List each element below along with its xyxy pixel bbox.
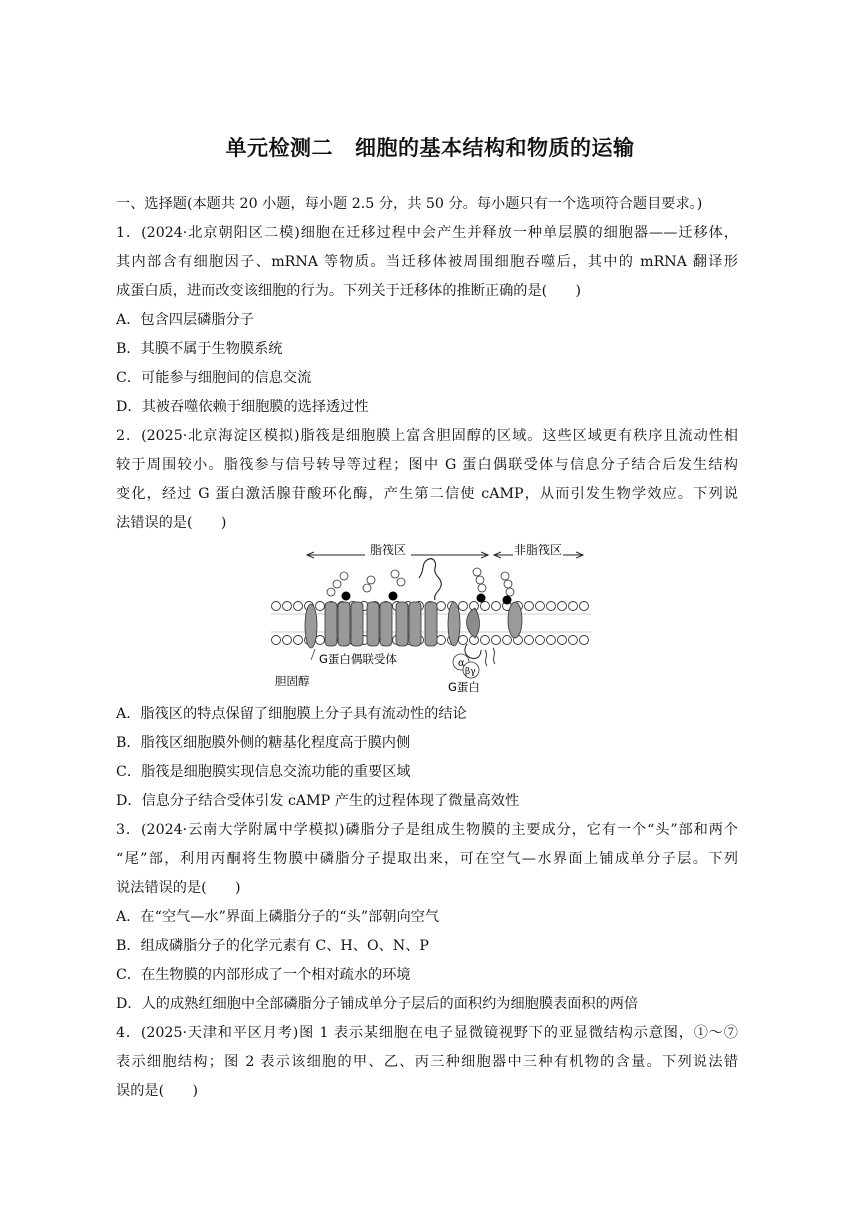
question-stem-line: 其内部含有细胞因子、mRNA 等物质。当迁移体被周围细胞吞噬后，其中的 mRNA 翻译形 <box>116 254 738 270</box>
question-stem-line: 说法错误的是( ) <box>116 880 241 896</box>
option-b: B．其膜不属于生物膜系统 <box>116 341 283 357</box>
question-stem-line: 变化，经过 G 蛋白激活腺苷酸环化酶，产生第二信使 cAMP，从而引发生物学效应。下列说 <box>116 486 738 502</box>
signal-molecule <box>419 559 441 600</box>
option-d: D．信息分子结合受体引发 cAMP 产生的过程体现了微量高效性 <box>116 793 520 809</box>
question-stem-line: 1．(2024·北京朝阳区二模)细胞在迁移过程中会产生并释放一种单层膜的细胞器——迁移体， <box>116 225 738 241</box>
glycan-chains <box>327 568 514 596</box>
question-stem-line: 较于周围较小。脂筏参与信号转导等过程；图中 G 蛋白偶联受体与信息分子结合后发生结构 <box>116 457 738 473</box>
page-title <box>0 132 860 162</box>
option-c: C．可能参与细胞间的信息交流 <box>116 370 312 386</box>
option-b: B．组成磷脂分子的化学元素有 C、H、O、N、P <box>116 938 429 954</box>
option-d: D．其被吞噬依赖于细胞膜的选择透过性 <box>116 399 369 415</box>
title-topic: 细胞的基本结构和物质的运输 <box>355 136 635 160</box>
option-a: A．脂筏区的特点保留了细胞膜上分子具有流动性的结论 <box>116 706 467 722</box>
gprotein-label: G蛋白 <box>448 680 480 694</box>
section-heading: 一、选择题(本题共 20 小题，每小题 2.5 分，共 50 分。每小题只有一个选项符合题目要求。) <box>116 196 703 212</box>
question-stem-line: “尾”部，利用丙酮将生物膜中磷脂分子提取出来，可在空气—水界面上铺成单分子层。下列 <box>116 851 738 867</box>
option-c: C．在生物膜的内部形成了一个相对疏水的环境 <box>116 967 411 983</box>
option-a: A．包含四层磷脂分子 <box>116 312 254 328</box>
option-c: C．脂筏是细胞膜实现信息交流功能的重要区域 <box>116 764 411 780</box>
question-4 <box>116 1019 738 1106</box>
gprotein-effector-lines <box>485 648 495 666</box>
question-list <box>116 190 738 1106</box>
question-stem-line: 2．(2025·北京海淀区模拟)脂筏是细胞膜上富含胆固醇的区域。这些区域更有秩序且流动性相 <box>116 428 738 444</box>
cholesterol-molecule <box>305 604 317 648</box>
gpcr-label: G蛋白偶联受体 <box>319 652 397 666</box>
raft-region-label: 脂筏区 <box>369 543 407 557</box>
question-3 <box>116 816 738 1019</box>
alpha-label: α <box>458 658 465 669</box>
cholesterol-molecule <box>448 602 460 646</box>
cholesterol-molecule <box>508 602 522 638</box>
option-b: B．脂筏区细胞膜外侧的糖基化程度高于膜内侧 <box>116 735 411 751</box>
question-stem-line: 3．(2024·云南大学附属中学模拟)磷脂分子是组成生物膜的主要成分，它有一个“头”部和两个 <box>116 822 738 838</box>
lipid-raft-figure <box>116 538 738 700</box>
title-unit: 单元检测二 <box>225 136 333 160</box>
raft-proteins <box>325 602 437 646</box>
question-stem-line: 成蛋白质，进而改变该细胞的行为。下列关于迁移体的推断正确的是( ) <box>116 283 582 299</box>
question-stem-line: 法错误的是( ) <box>116 515 227 531</box>
cholesterol-label: 胆固醇 <box>275 674 310 688</box>
membrane-diagram <box>271 538 601 698</box>
beta-gamma-label: βγ <box>465 667 476 677</box>
nonraft-region-label: 非脂筏区 <box>513 543 563 557</box>
option-d: D．人的成熟红细胞中全部磷脂分子铺成单分子层后的面积约为细胞膜表面积的两倍 <box>116 996 639 1012</box>
option-a: A．在“空气—水”界面上磷脂分子的“头”部朝向空气 <box>116 909 440 925</box>
gpcr-protein <box>467 608 480 638</box>
question-stem-line: 表示细胞结构；图 2 表示该细胞的甲、乙、丙三种细胞器中三种有机物的含量。下列说法错 <box>116 1054 738 1070</box>
question-1 <box>116 219 738 422</box>
question-2 <box>116 422 738 816</box>
question-stem-line: 误的是( ) <box>116 1083 199 1099</box>
gprotein-tail <box>465 644 481 659</box>
question-stem-line: 4．(2025·天津和平区月考)图 1 表示某细胞在电子显微镜视野下的亚显微结构示意图，①～⑦ <box>116 1025 738 1041</box>
